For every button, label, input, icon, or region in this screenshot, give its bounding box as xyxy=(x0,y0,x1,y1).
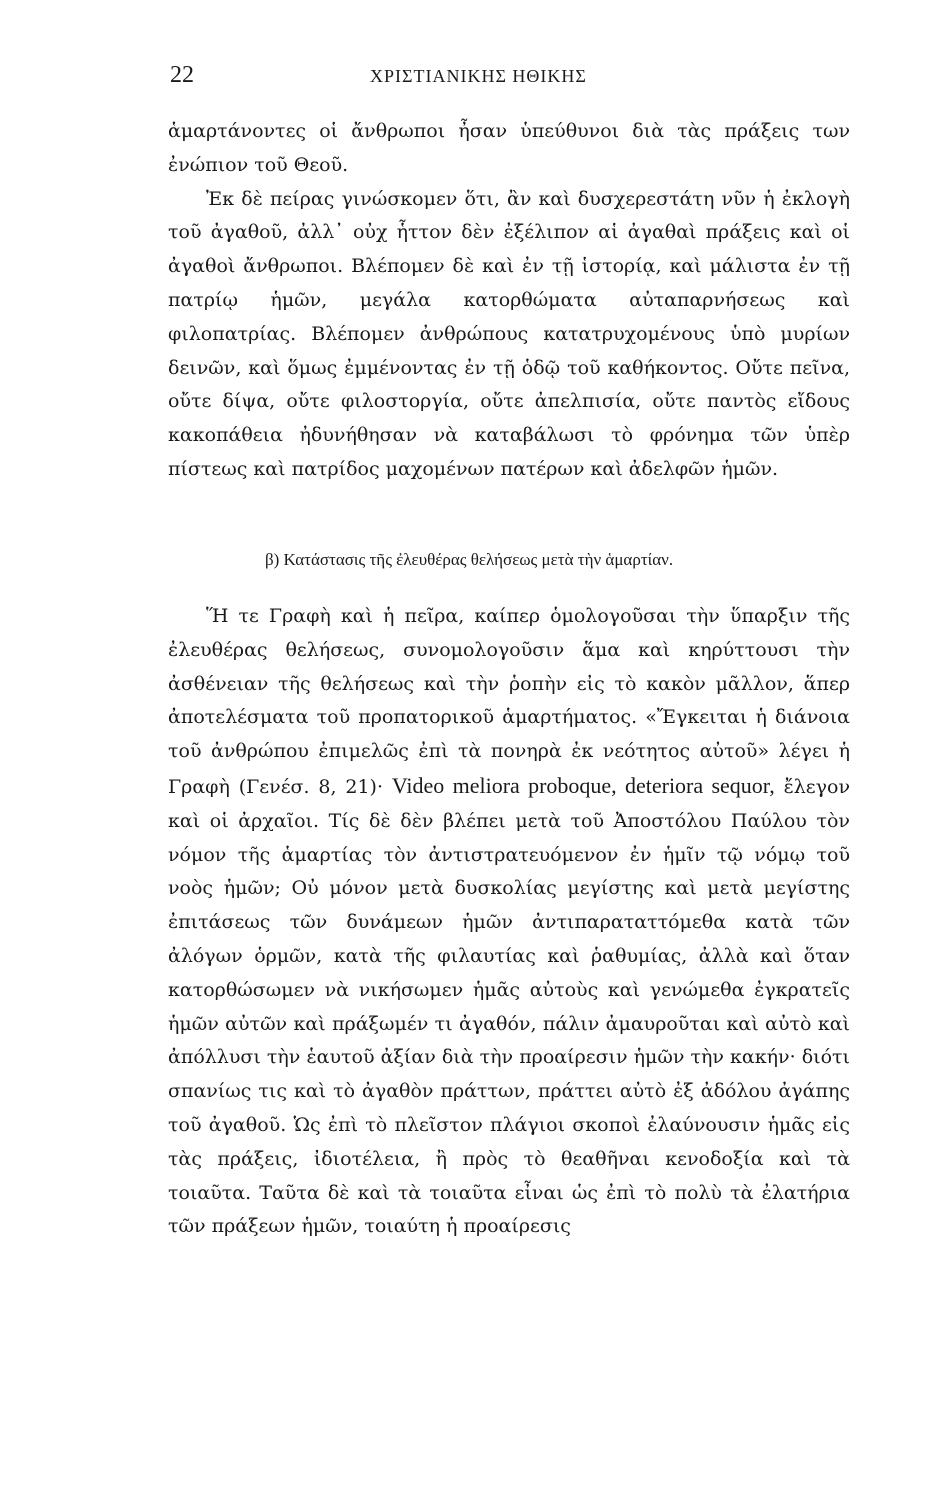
paragraph-part: ἔλεγον καὶ οἱ ἀρχαῖοι. Τίς δὲ δὲν βλέπει μετὰ τοῦ Ἀποστόλου Παύλου τὸν νόμον τῆς ἁμαρτίας τὸν ἀντιστρατευόμενον ἐν ἡμῖν τῷ νόμῳ τοῦ νοὸς ἡμῶν; Οὐ μόνον μετὰ δυσκολίας μεγίστης καὶ μετὰ μεγίστης ἐπιτάσεως τῶν δυνάμεων ἡμῶν ἀντιπαραταττόμεθα κατὰ τῶν ἀλόγων ὁρμῶν, κατὰ τῆς φιλαυτίας καὶ ῥαθυμίας, ἀλλὰ καὶ ὅταν κατορθώσωμεν νὰ νικήσωμεν ἡμᾶς αὐτοὺς καὶ γενώμεθα ἐγκρατεῖς ἡμῶν αὐτῶν καὶ πράξωμέν τι ἀγαθόν, πάλιν ἀμαυροῦται καὶ αὐτὸ καὶ ἀπόλλυσι τὴν ἑαυτοῦ ἀξίαν διὰ τὴν προαίρεσιν ἡμῶν τὴν κακήν· διότι σπανίως τις καὶ τὸ ἀγαθὸν πράττων, πράττει αὐτὸ ἐξ ἀδόλου ἀγάπης τοῦ ἀγαθοῦ. Ὡς ἐπὶ τὸ πλεῖστον πλάγιοι σκοποὶ ἐλαύνουσιν ἡμᾶς εἰς τὰς πράξεις, ἰδιοτέλεια, ἢ πρὸς τὸ θεαθῆναι κενοδοξία καὶ τὰ τοιαῦτα. Ταῦτα δὲ καὶ τὰ τοιαῦτα εἶναι ὡς ἐπὶ τὸ πολὺ τὰ ἐλατήρια τῶν πράξεων ἡμῶν, τοιαύτη ἡ προαίρεσις xyxy=(168,775,850,1238)
body-text-bottom xyxy=(168,600,850,1244)
running-head: ΧΡΙΣΤΙΑΝΙΚΗΣ ΗΘΙΚΗΣ xyxy=(370,66,587,86)
paragraph-part: Ἥ τε Γραφὴ καὶ ἡ πεῖρα, καίπερ ὁμολογοῦσαι τὴν ὕπαρξιν τῆς ἐλευθέρας θελήσεως, συνομολογοῦσιν ἅμα καὶ κηρύττουσι τὴν ἀσθένειαν τῆς θελήσεως καὶ τὴν ῥοπὴν εἰς τὸ κακὸν μᾶλλον, ἅπερ ἀποτελέσματα τοῦ προπατορικοῦ ἁμαρτήματος. «Ἔγκειται ἡ διάνοια τοῦ ἀνθρώπου ἐπιμελῶς ἐπὶ τὰ πονηρὰ ἐκ νεότητος αὐτοῦ» λέγει ἡ Γραφὴ (Γενέσ. 8, 21)· xyxy=(168,605,850,798)
body-text-top xyxy=(168,115,850,487)
paragraph: ἁμαρτάνοντες οἱ ἄνθρωποι ἦσαν ὑπεύθυνοι διὰ τὰς πράξεις των ἐνώπιον τοῦ Θεοῦ. xyxy=(168,120,850,176)
latin-quote: Video meliora proboque, deteriora sequor, xyxy=(391,772,775,798)
paragraph xyxy=(168,600,850,1244)
page-number: 22 xyxy=(170,62,194,88)
page-header xyxy=(170,62,850,102)
paragraph: Ἐκ δὲ πείρας γινώσκομεν ὅτι, ἂν καὶ δυσχερεστάτη νῦν ἡ ἐκλογὴ τοῦ ἀγαθοῦ, ἀλλ᾽ οὐχ ἧττον δὲν ἐξέλιπον αἱ ἀγαθαὶ πράξεις καὶ οἱ ἀγαθοὶ ἄνθρωποι. Βλέπομεν δὲ καὶ ἐν τῇ ἱστορίᾳ, καὶ μάλιστα ἐν τῇ πατρίῳ ἡμῶν, μεγάλα κατορθώματα αὐταπαρνήσεως καὶ φιλοπατρίας. Βλέπομεν ἀνθρώπους κατατρυχομένους ὑπὸ μυρίων δεινῶν, καὶ ὅμως ἐμμένοντας ἐν τῇ ὁδῷ τοῦ καθήκοντος. Οὔτε πεῖνα, οὔτε δίψα, οὔτε φιλοστοργία, οὔτε ἀπελπισία, οὔτε παντὸς εἴδους κακοπάθεια ἠδυνήθησαν νὰ καταβάλωσι τὸ φρόνημα τῶν ὑπὲρ πίστεως καὶ πατρίδος μαχομένων πατέρων καὶ ἀδελφῶν ἡμῶν. xyxy=(168,187,850,480)
section-heading: β) Κατάστασις τῆς ἐλευθέρας θελήσεως μετὰ τὴν ἁμαρτίαν. xyxy=(265,550,674,569)
